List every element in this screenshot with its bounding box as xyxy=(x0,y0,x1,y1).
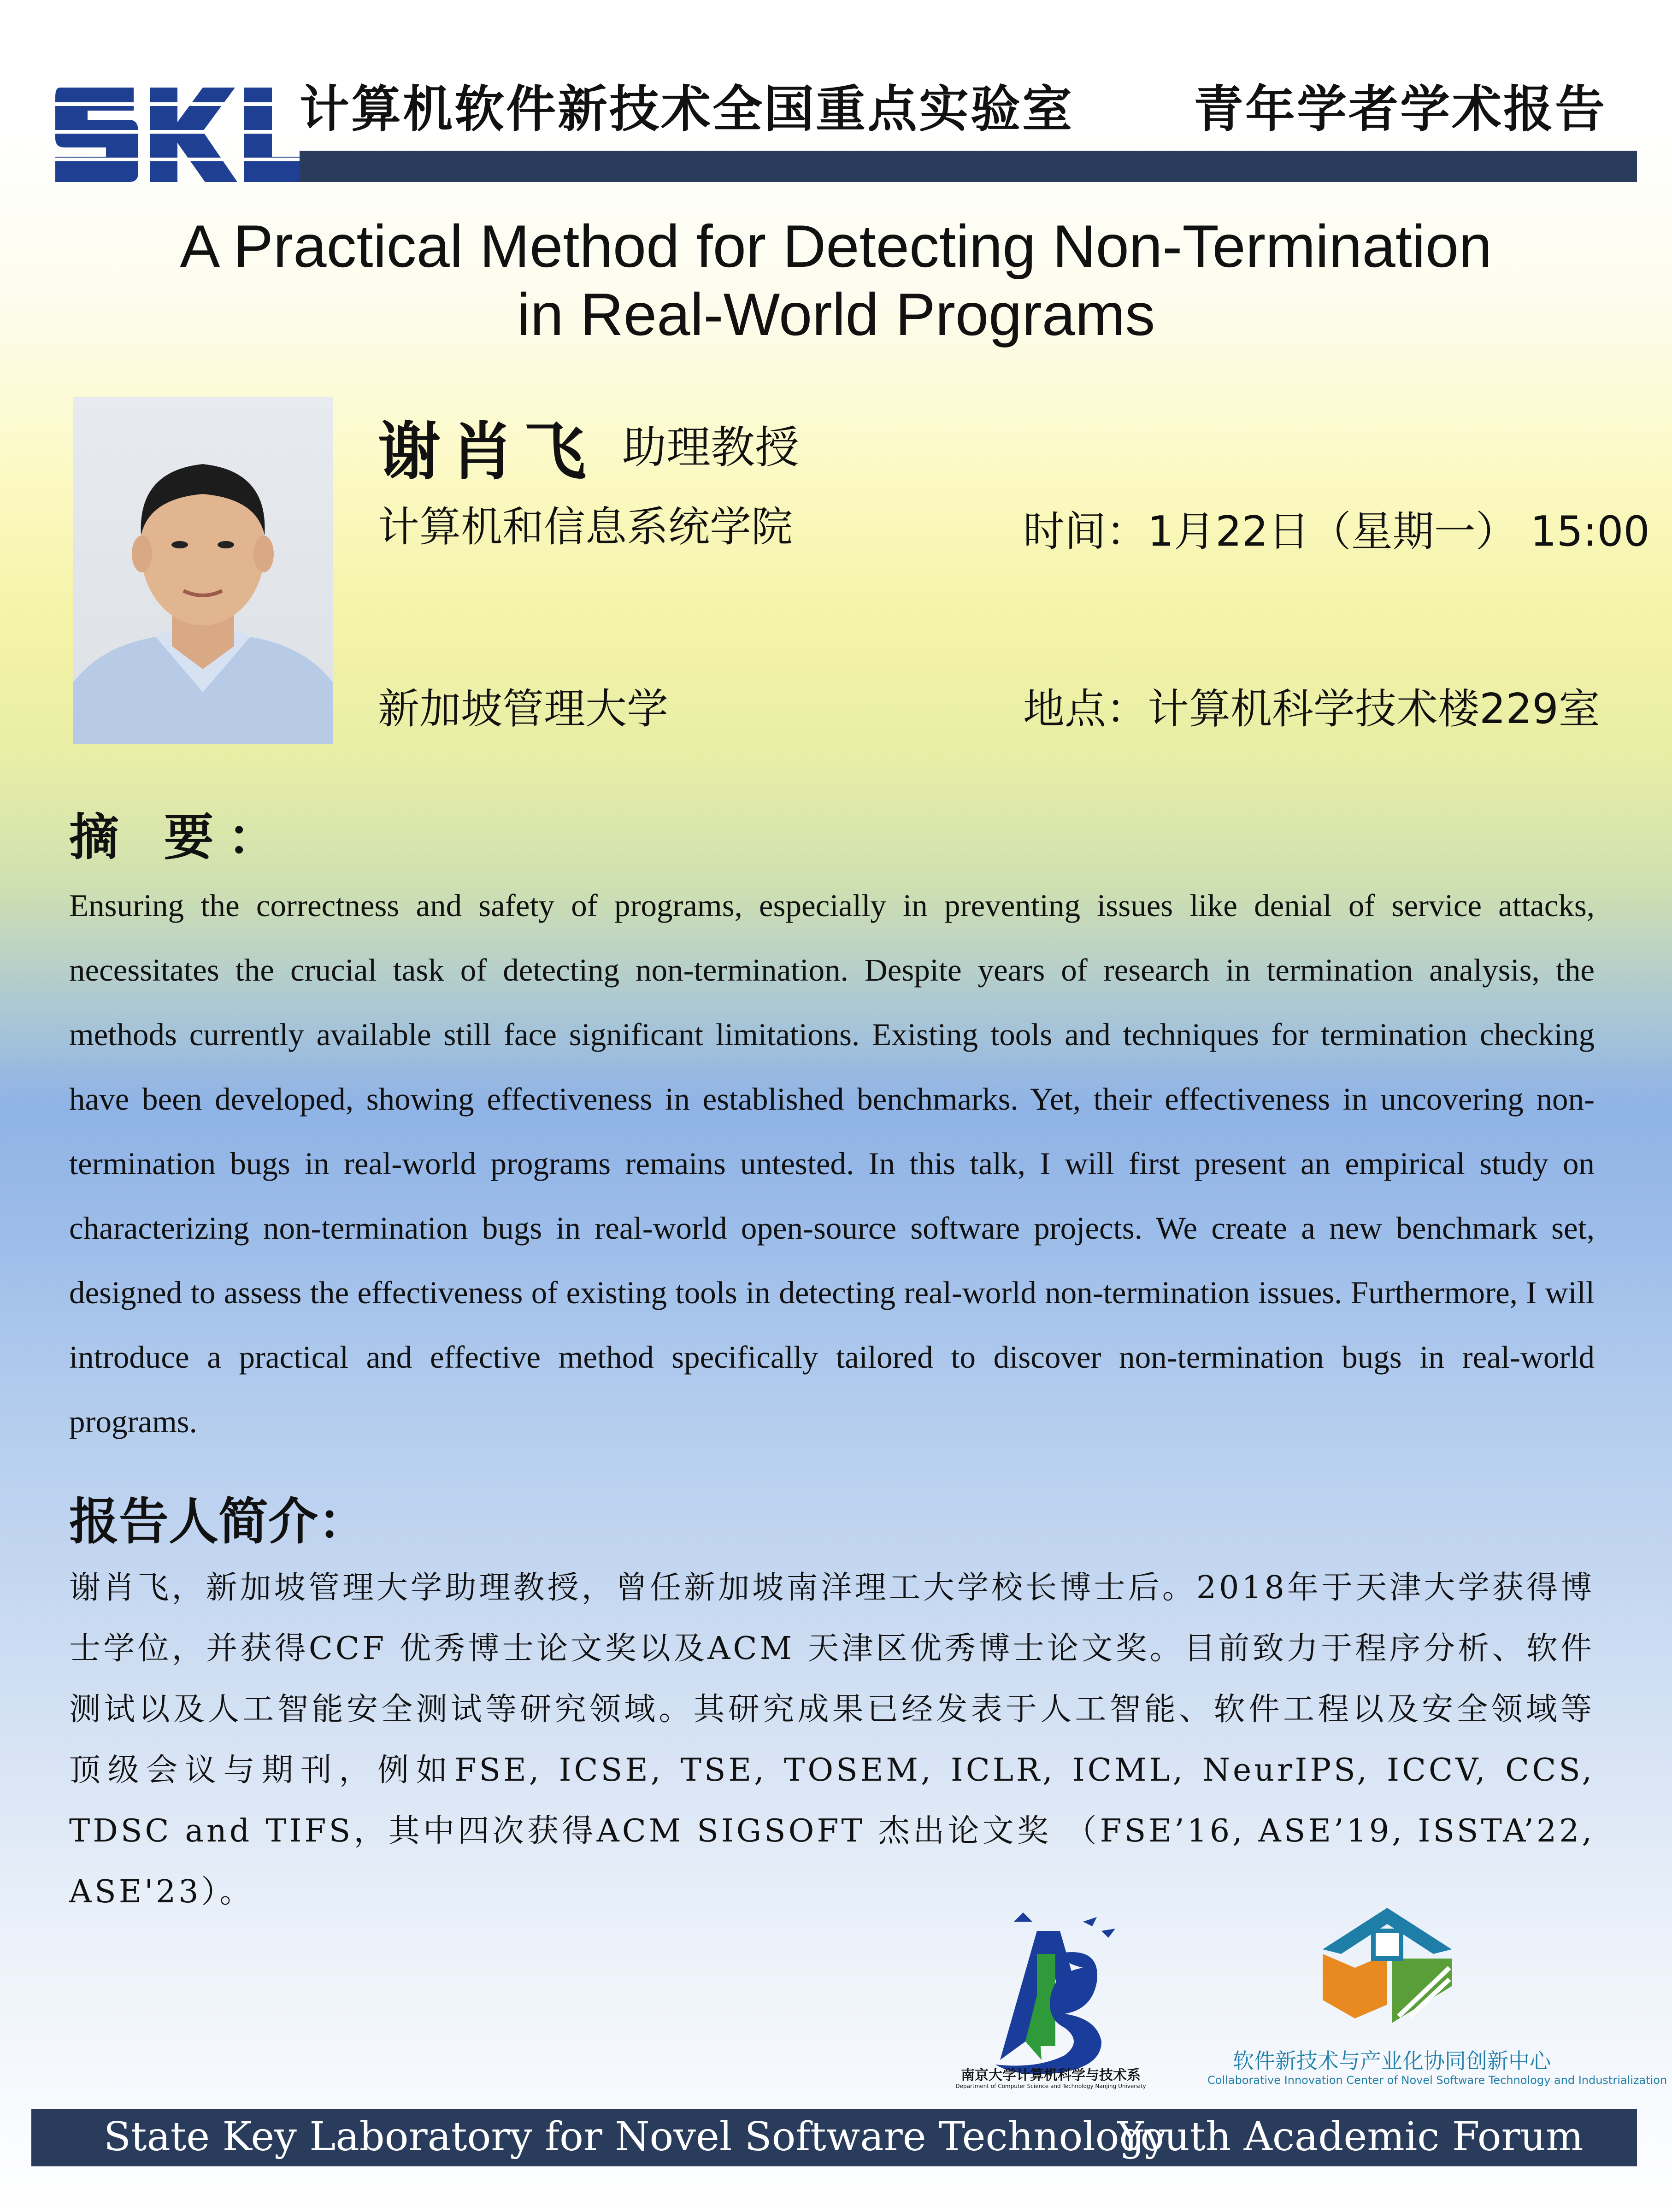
lab-name: 计算机软件新技术全国重点实验室 xyxy=(300,81,1074,138)
speaker-rank: 助理教授 xyxy=(622,422,799,473)
footer-forum-name: Youth Academic Forum xyxy=(1118,2114,1584,2160)
nju-caption-en: Department of Computer Science and Technology Nanjing University xyxy=(955,2083,1146,2089)
skl-logo xyxy=(51,78,300,184)
event-place: 地点：计算机科学技术楼229室 xyxy=(1023,685,1600,733)
talk-title xyxy=(0,212,1672,348)
speaker-university: 新加坡管理大学 xyxy=(378,685,668,733)
bio-body: 谢肖飞，新加坡管理大学助理教授，曾任新加坡南洋理工大学校长博士后。2018年于天津大学获得博士学位，并获得CCF 优秀博士论文奖以及ACM 天津区优秀博士论文奖。目前致力于程序分析、软件测试以及人工智能安全测试等研究领域。其研究成果已经发表于人工智能、软件工程以及安全领域等顶级会议与期刊，例如FSE, ICSE, TSE, TOSEM, ICLR, ICML, NeurIPS, ICCV, CCS, TDSC and TIFS，其中四次获得ACM SIGSOFT 杰出论文奖 （FSE’16, ASE’19, ISSTA’22, ASE'23）。 xyxy=(69,1570,1595,1910)
collaborative-center-logo xyxy=(1318,1903,1456,2037)
header-bar xyxy=(300,151,1637,182)
talk-title-line2: in Real-World Programs xyxy=(517,281,1155,348)
series-name: 青年学者学术报告 xyxy=(1194,81,1607,138)
bio-heading: 报告人简介： xyxy=(69,1493,368,1551)
ci-caption: 软件新技术与产业化协同创新中心 xyxy=(1233,2048,1551,2073)
talk-title-line1: A Practical Method for Detecting Non-Termination xyxy=(180,212,1492,280)
nju-caption: 南京大学计算机科学与技术系 xyxy=(961,2067,1141,2083)
speaker-name: 谢肖飞 xyxy=(378,415,596,488)
abstract-heading: 摘 要： xyxy=(69,809,291,866)
speaker-school: 计算机和信息系统学院 xyxy=(378,503,793,551)
speaker-photo xyxy=(73,397,333,744)
event-time: 时间：1月22日（星期一） 15:00 xyxy=(1023,507,1650,556)
abstract-body: Ensuring the correctness and safety of programs, especially in preventing issues like denial of service attacks, necessitates the crucial task of detecting non-termination. Despite years of research in termination analysis, the methods currently available still face significant limitations. Existing tools and techniques for termination checking have been developed, showing effectiveness in established benchmarks. Yet, their effectiveness in uncovering non-termination bugs in real-world programs remains untested. In this talk, I will first present an empirical study on characterizing non-termination bugs in real-world open-source software projects. We create a new benchmark set, designed to assess the effectiveness of existing tools in detecting real-world non-termination issues. Furthermore, I will introduce a practical and effective method specifically tailored to discover non-termination bugs in real-world programs. xyxy=(69,888,1595,1439)
nju-cs-logo xyxy=(945,1903,1157,2088)
footer-lab-name: State Key Laboratory for Novel Software Technology xyxy=(104,2114,1167,2160)
ci-caption-en: Collaborative Innovation Center of Novel Software Technology and Industrialization xyxy=(1207,2074,1667,2087)
